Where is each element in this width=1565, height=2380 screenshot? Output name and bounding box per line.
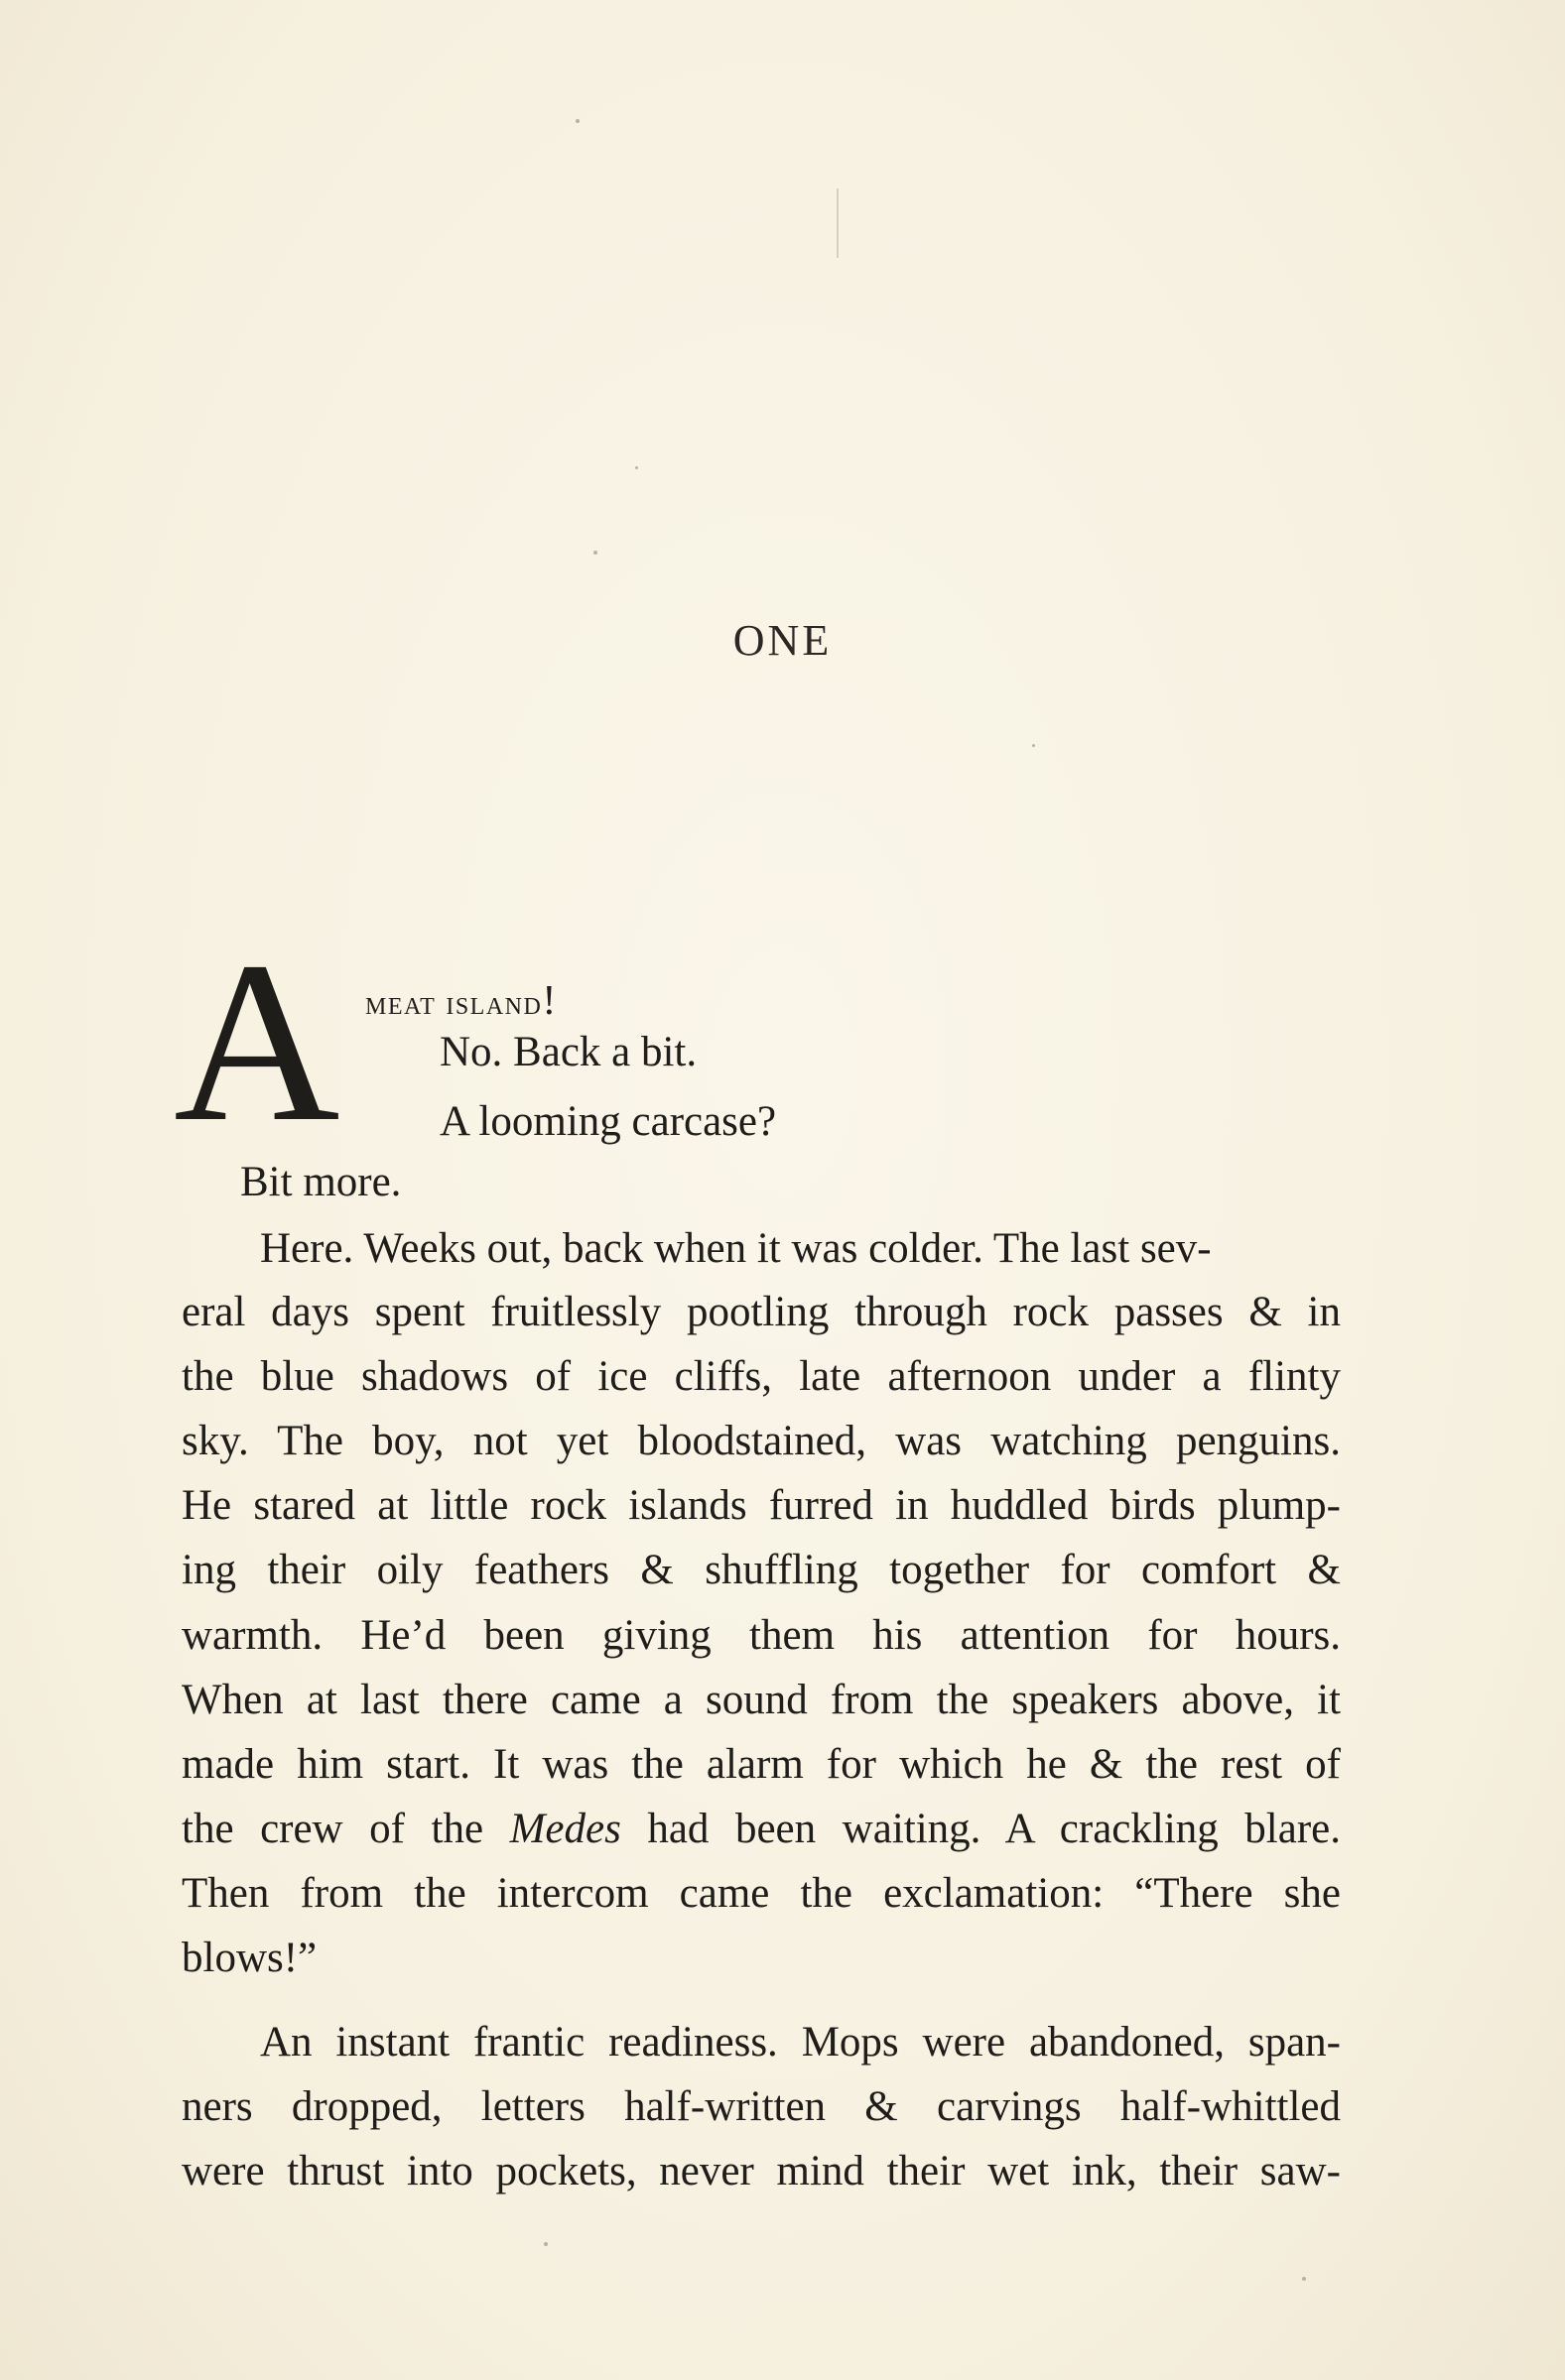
paper-speck (635, 466, 638, 469)
text-line-15: blows!” (182, 1935, 318, 1981)
ship-name: Medes (509, 1806, 621, 1852)
paper-speck (544, 2242, 548, 2246)
paper-speck (576, 119, 580, 123)
text-line-17: ners dropped, letters half-written & carvings half-whittled (182, 2083, 1341, 2130)
paper-speck (593, 551, 597, 555)
text-line-5: eral days spent fruitlessly pootling through rock passes & in (182, 1289, 1341, 1335)
small-caps-text: meat island (365, 985, 543, 1022)
text-line-16: An instant frantic readiness. Mops were abandoned, span- (260, 2019, 1341, 2066)
text-line-8: He stared at little rock islands furred in huddled birds plump- (182, 1482, 1341, 1529)
text-line-11: When at last there came a sound from the speakers above, it (182, 1677, 1341, 1723)
paper-mark (837, 188, 839, 258)
text-line-9: ing their oily feathers & shuffling together for comfort & (182, 1547, 1341, 1593)
text-line-13-before: the crew of the (182, 1806, 510, 1852)
text-line-1: No. Back a bit. (440, 1029, 698, 1075)
text-line-4: Here. Weeks out, back when it was colder. The last sev- (260, 1225, 1212, 1272)
text-line-2: A looming carcase? (440, 1098, 777, 1145)
text-line-10: warmth. He’d been giving them his attention for hours. (182, 1612, 1341, 1659)
paper-speck (1032, 744, 1035, 747)
drop-cap: A (174, 915, 340, 1170)
paper-speck (1302, 2277, 1306, 2281)
text-line-7: sky. The boy, not yet bloodstained, was watching penguins. (182, 1418, 1341, 1464)
text-line-14: Then from the intercom came the exclamation: “There she (182, 1870, 1341, 1917)
text-line-18: were thrust into pockets, never mind their wet ink, their saw- (182, 2148, 1341, 2194)
opening-small-caps (365, 977, 558, 1025)
text-line-13 (182, 1808, 1341, 1850)
text-line-13-after: had been waiting. A crackling blare. (620, 1806, 1341, 1852)
small-caps-exclamation: ! (542, 978, 558, 1024)
text-line-12: made him start. It was the alarm for which he & the rest of (182, 1741, 1341, 1788)
chapter-title: ONE (732, 616, 833, 665)
text-line-3: Bit more. (240, 1159, 402, 1205)
text-line-6: the blue shadows of ice cliffs, late afternoon under a flinty (182, 1353, 1341, 1400)
